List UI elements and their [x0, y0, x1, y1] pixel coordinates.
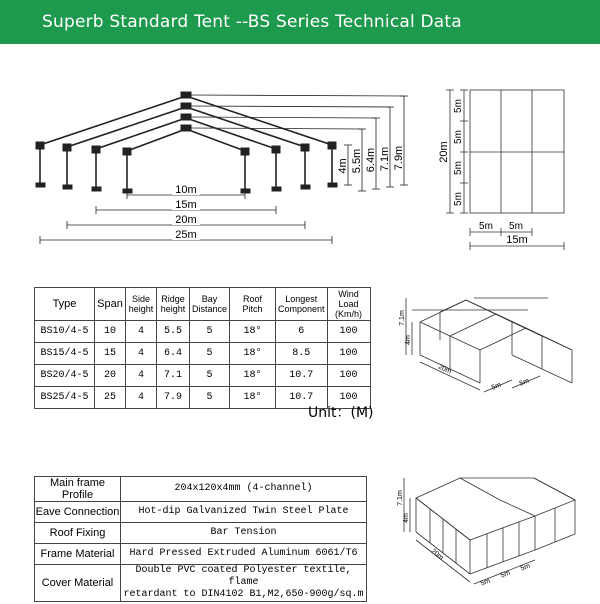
table-row: BS10/4-5 10 4 5.5 5 18° 6 100: [35, 321, 371, 343]
table-row: [35, 502, 367, 523]
svg-text:5m: 5m: [490, 381, 503, 392]
svg-text:5m: 5m: [479, 577, 492, 588]
iso-frame-labels: [399, 310, 530, 392]
col-roof-pitch: Roof Pitch: [230, 288, 276, 321]
spec-header-row: [35, 288, 371, 321]
table-row: [35, 565, 367, 602]
cover-material-line-2: retardant to DIN4102 B1,M2,650-900g/sq.m: [123, 589, 364, 600]
svg-text:4m: 4m: [403, 513, 410, 523]
cover-material-label: Cover Material: [35, 565, 121, 602]
col-ridge-height: Ridge height: [157, 288, 190, 321]
roof-fixing-value: Bar Tension: [121, 523, 367, 544]
unit-label: Unit：(M): [308, 405, 374, 421]
table-row: [35, 477, 367, 502]
col-type: Type: [35, 288, 95, 321]
svg-text:5m: 5m: [453, 99, 464, 113]
svg-text:5m: 5m: [453, 161, 464, 175]
col-span: Span: [95, 288, 126, 321]
span-labels: [172, 184, 200, 241]
svg-text:5m: 5m: [453, 192, 464, 206]
spec-table: [34, 287, 371, 409]
table-row: [35, 544, 367, 565]
height-label-7-9: 7.9m: [393, 145, 405, 171]
profile-table: [34, 476, 367, 602]
svg-text:5m: 5m: [499, 569, 512, 580]
svg-text:4m: 4m: [405, 335, 412, 345]
height-labels: [337, 146, 405, 174]
svg-text:7.1m: 7.1m: [399, 310, 406, 326]
col-side-height: Side height: [126, 288, 157, 321]
svg-text:5m: 5m: [479, 221, 493, 232]
eave-connection-value: Hot-dip Galvanized Twin Steel Plate: [121, 502, 367, 523]
frame-material-label: Frame Material: [35, 544, 121, 565]
table-row: BS25/4-5 25 4 7.9 5 18° 10.7 100: [35, 387, 371, 409]
table-row: [35, 523, 367, 544]
cover-material-value: [121, 565, 367, 602]
span-label-10: 10m: [175, 184, 197, 196]
height-label-side: 4m: [337, 158, 349, 174]
svg-text:7.1m: 7.1m: [397, 490, 404, 506]
svg-text:5m: 5m: [519, 562, 532, 573]
front-view-drawing: [40, 96, 332, 191]
page-title: Superb Standard Tent --BS Series Technical Data: [42, 12, 462, 32]
svg-text:20m: 20m: [436, 363, 453, 376]
eave-connection-label: Eave Connection: [35, 502, 121, 523]
svg-text:5m: 5m: [453, 130, 464, 144]
svg-text:5m: 5m: [518, 377, 531, 388]
col-longest-component: Longest Component: [276, 288, 328, 321]
height-label-6-4: 6.4m: [365, 147, 377, 173]
iso-tent-drawing: [404, 478, 575, 584]
height-label-7-1: 7.1m: [379, 146, 391, 172]
svg-text:20m: 20m: [429, 547, 445, 562]
col-bay-distance: Bay Distance: [190, 288, 230, 321]
main-frame-value: 204x120x4mm (4-channel): [121, 477, 367, 502]
iso-tent-labels: [397, 490, 531, 588]
svg-text:5m: 5m: [509, 221, 523, 232]
span-label-20: 20m: [175, 214, 197, 226]
plan-view-labels: [438, 99, 528, 246]
span-label-15: 15m: [175, 199, 197, 211]
roof-fixing-label: Roof Fixing: [35, 523, 121, 544]
frame-material-value: Hard Pressed Extruded Aluminum 6061/T6: [121, 544, 367, 565]
height-label-5-5: 5.5m: [351, 148, 363, 174]
table-row: BS20/4-5 20 4 7.1 5 18° 10.7 100: [35, 365, 371, 387]
main-frame-label: Main frame Profile: [35, 477, 121, 502]
plan-width-label: 15m: [506, 234, 528, 246]
span-label-25: 25m: [175, 229, 197, 241]
plan-length-label: 20m: [438, 141, 450, 163]
cover-material-line-1: Double PVC coated Polyester textile, flame: [135, 565, 352, 588]
table-row: BS15/4-5 15 4 6.4 5 18° 8.5 100: [35, 343, 371, 365]
col-wind-load: Wind Load (Km/h): [327, 288, 370, 321]
iso-frame-drawing: [406, 298, 572, 392]
